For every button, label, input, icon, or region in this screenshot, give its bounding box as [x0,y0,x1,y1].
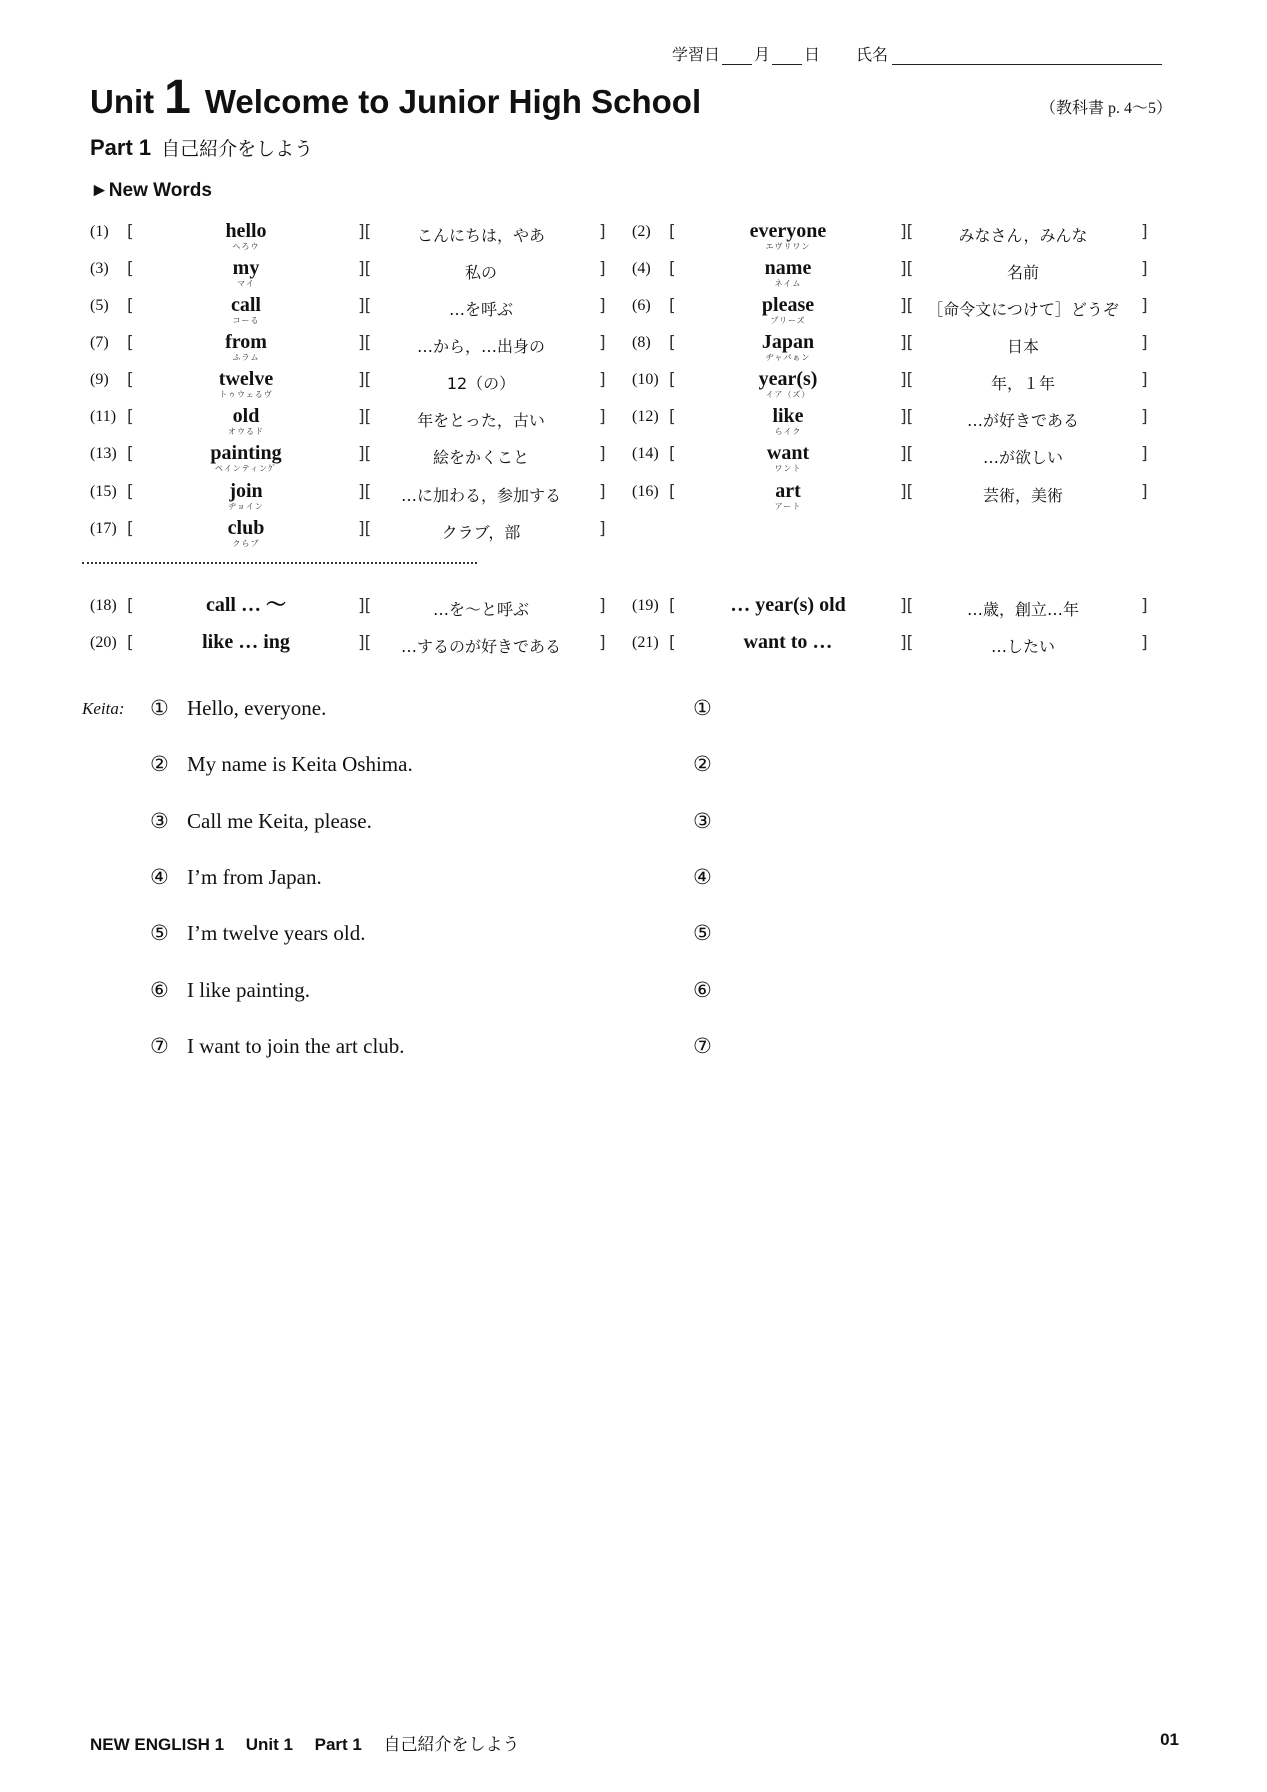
japanese-meaning: …を～と呼ぶ [432,600,529,619]
answer-number: ⑤ [693,921,712,946]
japanese-meaning: ［命令文につけて］どうぞ [927,300,1119,319]
bracket-close: ] [599,296,606,316]
day-label: 日 [804,45,821,64]
japanese-meaning: 名前 [1006,263,1039,282]
english-word: Japan [761,331,815,353]
english-word: call [231,294,261,316]
bracket-open: [ [127,370,134,390]
item-number: (18) [90,597,117,614]
word-cell [708,257,868,288]
bracket-open: [ [127,296,134,316]
bracket-open: [ [127,407,134,427]
sentence-number: ⑦ [150,1033,169,1058]
answer-number: ③ [693,808,712,833]
english-word: … year(s) old [730,594,846,616]
word-reading: ペインティンｸﾞ [214,464,278,473]
word-reading: ヂャパぁン [765,353,811,362]
japanese-meaning: …に加わる，参加する [400,486,561,505]
unit-word: Unit [90,83,155,120]
english-word: painting [210,442,282,464]
bracket-mid: ][ [358,222,372,242]
bracket-mid: ][ [900,259,914,279]
item-number: (13) [90,445,117,462]
item-number: (9) [90,371,109,388]
english-word: twelve [218,368,274,390]
bracket-open: [ [669,407,676,427]
sentence-number: ⑥ [150,977,169,1002]
bracket-close: ] [599,519,606,539]
word-cell [708,631,868,653]
month-blank[interactable] [722,48,752,65]
word-cell [166,220,326,251]
english-word: everyone [749,220,827,242]
bracket-open: [ [669,259,676,279]
bracket-close: ] [599,407,606,427]
japanese-meaning: こんにちは，やあ [416,226,545,245]
bracket-close: ] [599,596,606,616]
bracket-close: ] [1141,370,1148,390]
unit-name: Welcome to Junior High School [204,83,702,120]
bracket-close: ] [599,633,606,653]
item-number: (14) [632,445,659,462]
bracket-close: ] [1141,407,1148,427]
bracket-mid: ][ [900,482,914,502]
bracket-open: [ [669,333,676,353]
english-word: from [225,331,267,353]
word-reading: オウるド [228,427,264,436]
bracket-open: [ [127,596,134,616]
word-reading: らイク [774,427,802,436]
word-reading: コーる [232,316,260,325]
english-word: my [232,257,260,279]
new-words-heading: ►New Words [90,180,212,201]
english-word: old [232,405,260,427]
english-sentence: I’m twelve years old. [187,921,366,946]
bracket-open: [ [669,482,676,502]
japanese-meaning: 絵をかくこと [432,448,529,467]
bracket-close: ] [1141,222,1148,242]
word-cell [166,294,326,325]
english-sentence: I’m from Japan. [187,864,322,889]
english-word: hello [225,220,267,242]
bracket-open: [ [669,296,676,316]
english-sentence: My name is Keita Oshima. [187,752,413,777]
word-cell [708,442,868,473]
bracket-close: ] [1141,444,1148,464]
english-word: join [229,480,263,502]
bracket-mid: ][ [358,444,372,464]
bracket-mid: ][ [358,596,372,616]
word-reading: ふラム [232,353,260,362]
word-cell [166,594,326,616]
word-cell [708,220,868,251]
bracket-close: ] [599,370,606,390]
japanese-meaning: 年をとった，古い [417,411,545,430]
footer-subtitle: 自己紹介をしよう [383,1735,520,1755]
bracket-open: [ [669,222,676,242]
bracket-open: [ [669,370,676,390]
bracket-mid: ][ [358,333,372,353]
word-reading: ヂョイン [228,502,264,511]
bracket-open: [ [127,222,134,242]
bracket-open: [ [127,482,134,502]
unit-number: 1 [164,71,191,124]
english-sentence: I want to join the art club. [187,1033,405,1058]
bracket-close: ] [599,259,606,279]
item-number: (5) [90,297,109,314]
bracket-mid: ][ [900,633,914,653]
item-number: (6) [632,297,651,314]
english-word: like … ing [202,631,290,653]
bracket-mid: ][ [900,333,914,353]
word-cell [708,331,868,362]
word-reading: トゥウェるヴ [219,390,273,399]
bracket-open: [ [127,259,134,279]
bracket-close: ] [1141,296,1148,316]
bracket-mid: ][ [358,482,372,502]
japanese-meaning: …を呼ぶ [448,300,513,319]
study-day-label: 学習日 [672,45,721,64]
word-cell [708,405,868,436]
sentence-number: ④ [150,864,169,889]
footer-unit: Unit 1 [245,1735,293,1754]
textbook-reference: （教科書 p. 4〜5） [1039,100,1172,117]
day-blank[interactable] [772,48,802,65]
word-reading: ワント [774,464,802,473]
month-label: 月 [754,45,771,64]
item-number: (12) [632,408,659,425]
english-word: art [775,480,801,502]
japanese-meaning: …するのが好きである [400,637,561,656]
bracket-open: [ [669,633,676,653]
bracket-mid: ][ [900,296,914,316]
bracket-open: [ [127,333,134,353]
japanese-meaning: …が好きである [966,411,1079,430]
word-cell [166,368,326,399]
word-reading: へろウ [232,242,260,251]
japanese-meaning: …が欲しい [982,448,1063,467]
japanese-meaning: みなさん，みんな [958,226,1088,245]
japanese-meaning: クラブ，部 [441,523,521,542]
word-reading: エヴリワン [765,242,811,251]
bracket-mid: ][ [900,596,914,616]
unit-title [90,70,701,125]
item-number: (8) [632,334,651,351]
word-reading: ネイム [774,279,802,288]
word-cell [166,257,326,288]
footer-book: NEW ENGLISH 1 [90,1735,225,1754]
answer-number: ② [693,752,712,777]
english-word: club [227,517,265,539]
divider-dotted [82,562,477,564]
bracket-close: ] [1141,596,1148,616]
item-number: (16) [632,483,659,500]
speaker-label: Keita: [82,699,125,718]
bracket-close: ] [1141,259,1148,279]
bracket-open: [ [669,444,676,464]
item-number: (19) [632,597,659,614]
bracket-mid: ][ [358,259,372,279]
item-number: (7) [90,334,109,351]
english-word: please [761,294,815,316]
bracket-close: ] [1141,633,1148,653]
part-subtitle: 自己紹介をしよう [161,138,314,160]
answer-number: ① [693,696,712,720]
word-cell [166,331,326,362]
bracket-close: ] [1141,333,1148,353]
bracket-close: ] [599,482,606,502]
item-number: (15) [90,483,117,500]
japanese-meaning: …歳，創立…年 [966,600,1079,619]
sentence-number: ⑤ [150,921,169,946]
bracket-mid: ][ [900,370,914,390]
english-sentence: I like painting. [187,977,311,1002]
word-cell [708,480,868,511]
item-number: (2) [632,223,651,240]
item-number: (17) [90,520,117,537]
bracket-mid: ][ [358,370,372,390]
bracket-mid: ][ [900,222,914,242]
word-reading: アート [774,502,802,511]
japanese-meaning: 芸術，美術 [982,486,1063,505]
study-date-name-row [672,42,1162,65]
japanese-meaning: 私の [464,263,497,282]
word-cell [166,442,326,473]
sentence-number: ② [150,752,169,777]
english-word: call … ～ [206,594,286,616]
word-cell [166,517,326,548]
word-reading: プリーズ [770,316,806,325]
sentence-number: ③ [150,808,169,833]
english-sentence: Hello, everyone. [187,696,327,720]
japanese-meaning: …から，…出身の [416,337,545,356]
bracket-open: [ [127,519,134,539]
english-word: year(s) [758,368,818,390]
part-label: Part 1 [90,135,152,160]
footer-part: Part 1 [314,1735,362,1754]
part-heading [90,134,313,161]
name-label: 氏名 [856,45,889,64]
bracket-mid: ][ [358,296,372,316]
bracket-open: [ [127,444,134,464]
answer-number: ⑥ [693,977,712,1002]
item-number: (4) [632,260,651,277]
bracket-open: [ [127,633,134,653]
bracket-close: ] [1141,482,1148,502]
item-number: (10) [632,371,659,388]
item-number: (20) [90,634,117,651]
bracket-mid: ][ [358,633,372,653]
page-number: 01 [1160,1730,1179,1749]
english-sentence: Call me Keita, please. [187,808,372,833]
word-cell [708,294,868,325]
bracket-mid: ][ [900,407,914,427]
name-blank[interactable] [892,48,1162,65]
japanese-meaning: 12（の） [446,374,516,393]
sentence-number: ① [150,696,169,720]
item-number: (1) [90,223,109,240]
word-cell [166,405,326,436]
bracket-close: ] [599,333,606,353]
answer-number: ⑦ [693,1033,712,1058]
word-cell [166,480,326,511]
english-word: want to … [743,631,833,653]
item-number: (3) [90,260,109,277]
item-number: (11) [90,408,117,425]
bracket-close: ] [599,444,606,464]
bracket-mid: ][ [900,444,914,464]
bracket-mid: ][ [358,407,372,427]
english-word: like [772,405,804,427]
english-word: name [764,257,812,279]
answer-number: ④ [693,864,712,889]
word-cell [708,594,868,616]
word-reading: マイ [237,279,255,288]
japanese-meaning: 年，１年 [990,374,1055,393]
word-reading: イア（ズ） [765,390,811,399]
word-cell [166,631,326,653]
bracket-close: ] [599,222,606,242]
japanese-meaning: 日本 [1006,337,1039,356]
word-reading: クらブ [232,539,260,548]
bracket-mid: ][ [358,519,372,539]
english-word: want [766,442,810,464]
bracket-open: [ [669,596,676,616]
japanese-meaning: …したい [990,637,1055,656]
footer-info [90,1730,519,1755]
word-cell [708,368,868,399]
item-number: (21) [632,634,659,651]
